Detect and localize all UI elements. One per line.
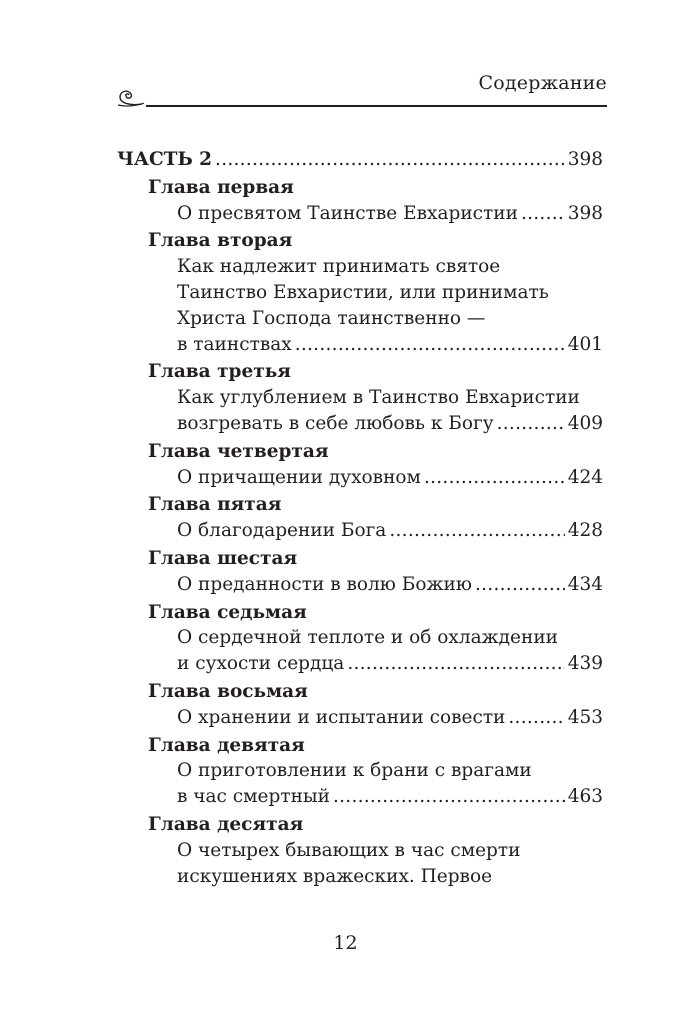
chapter-description-line	[117, 254, 603, 280]
description-text: Как надлежит принимать святое	[177, 256, 501, 278]
dot-leader	[475, 572, 565, 598]
dot-leader	[497, 411, 565, 437]
running-head: Содержание	[478, 72, 607, 94]
chapter-page: 434	[567, 573, 603, 595]
chapter-description-line	[117, 201, 603, 227]
toc-chapter-entry[interactable]	[117, 228, 603, 357]
dot-leader	[215, 147, 565, 173]
chapter-description-line	[117, 838, 603, 864]
dot-leader	[508, 705, 564, 731]
chapter-description-line	[117, 518, 603, 544]
description-text: и сухости сердца	[177, 653, 345, 675]
toc-chapter-entry[interactable]	[117, 546, 603, 598]
chapter-title: Глава восьмая	[148, 680, 308, 702]
chapter-description-line	[117, 784, 603, 810]
chapter-page: 398	[567, 202, 603, 224]
chapter-title: Глава шестая	[148, 547, 298, 569]
chapter-title: Глава пятая	[148, 494, 282, 516]
description-text: О причащении духовном	[177, 466, 421, 488]
chapter-page: 453	[567, 706, 603, 728]
description-text: О благодарении Бога	[177, 520, 387, 542]
description-text: в таинствах	[177, 333, 292, 355]
description-text: О пресвятом Таинстве Евхаристии	[177, 202, 518, 224]
chapter-page: 439	[567, 653, 603, 675]
toc-chapter-entry[interactable]	[117, 175, 603, 227]
chapter-title: Глава вторая	[148, 230, 293, 252]
chapter-title: Глава девятая	[148, 734, 305, 756]
chapter-list	[117, 175, 603, 890]
description-text: О преданности в волю Божию	[177, 573, 472, 595]
part-title: ЧАСТЬ 2	[117, 149, 213, 170]
description-text: Таинство Евхаристии, или принимать	[177, 281, 549, 303]
toc-chapter-entry[interactable]	[117, 679, 603, 731]
chapter-title: Глава седьмая	[148, 601, 307, 623]
toc-chapter-entry[interactable]	[117, 733, 603, 810]
chapter-description-line	[117, 332, 603, 358]
description-text: искушениях вражеских. Первое	[177, 865, 493, 887]
toc-part-entry[interactable]	[117, 147, 603, 173]
dot-leader	[295, 332, 565, 358]
description-text: Христа Господа таинственно —	[177, 307, 486, 329]
chapter-page: 428	[567, 520, 603, 542]
chapter-page: 409	[567, 412, 603, 434]
dot-leader	[347, 651, 564, 677]
dot-leader	[389, 518, 564, 544]
dot-leader	[333, 784, 565, 810]
description-text: возгревать в себе любовь к Богу	[177, 412, 494, 434]
toc-chapter-entry[interactable]	[117, 812, 603, 889]
description-text: О приготовлении к брани с врагами	[177, 760, 532, 782]
toc-chapter-entry[interactable]	[117, 600, 603, 677]
chapter-description-line	[117, 864, 603, 890]
description-text: Как углублением в Таинство Евхаристии	[177, 387, 580, 409]
description-text: О сердечной теплоте и об охлаждении	[177, 627, 558, 649]
chapter-description-line	[117, 572, 603, 598]
toc-chapter-entry[interactable]	[117, 439, 603, 491]
chapter-description-line	[117, 385, 603, 411]
description-text: О четырех бывающих в час смерти	[177, 839, 521, 861]
description-text: О хранении и испытании совести	[177, 706, 506, 728]
dot-leader	[424, 465, 565, 491]
page-number: 12	[333, 932, 358, 954]
chapter-description-line	[117, 651, 603, 677]
chapter-description-line	[117, 411, 603, 437]
chapter-title: Глава третья	[148, 361, 291, 383]
description-text: в час смертный	[177, 786, 330, 808]
toc-chapter-entry[interactable]	[117, 359, 603, 436]
dot-leader	[521, 201, 565, 227]
chapter-page: 463	[567, 786, 603, 808]
header-rule	[146, 105, 607, 107]
chapter-page: 401	[567, 333, 603, 355]
chapter-description-line	[117, 625, 603, 651]
table-of-contents	[117, 147, 603, 889]
toc-chapter-entry[interactable]	[117, 492, 603, 544]
chapter-title: Глава первая	[148, 176, 294, 198]
chapter-description-line	[117, 465, 603, 491]
chapter-title: Глава десятая	[148, 813, 304, 835]
chapter-description-line	[117, 306, 603, 332]
chapter-page: 424	[567, 466, 603, 488]
part-page: 398	[567, 149, 603, 170]
chapter-description-line	[117, 758, 603, 784]
swirl-ornament-icon	[116, 86, 146, 108]
chapter-title: Глава четвертая	[148, 440, 329, 462]
chapter-description-line	[117, 280, 603, 306]
chapter-description-line	[117, 705, 603, 731]
